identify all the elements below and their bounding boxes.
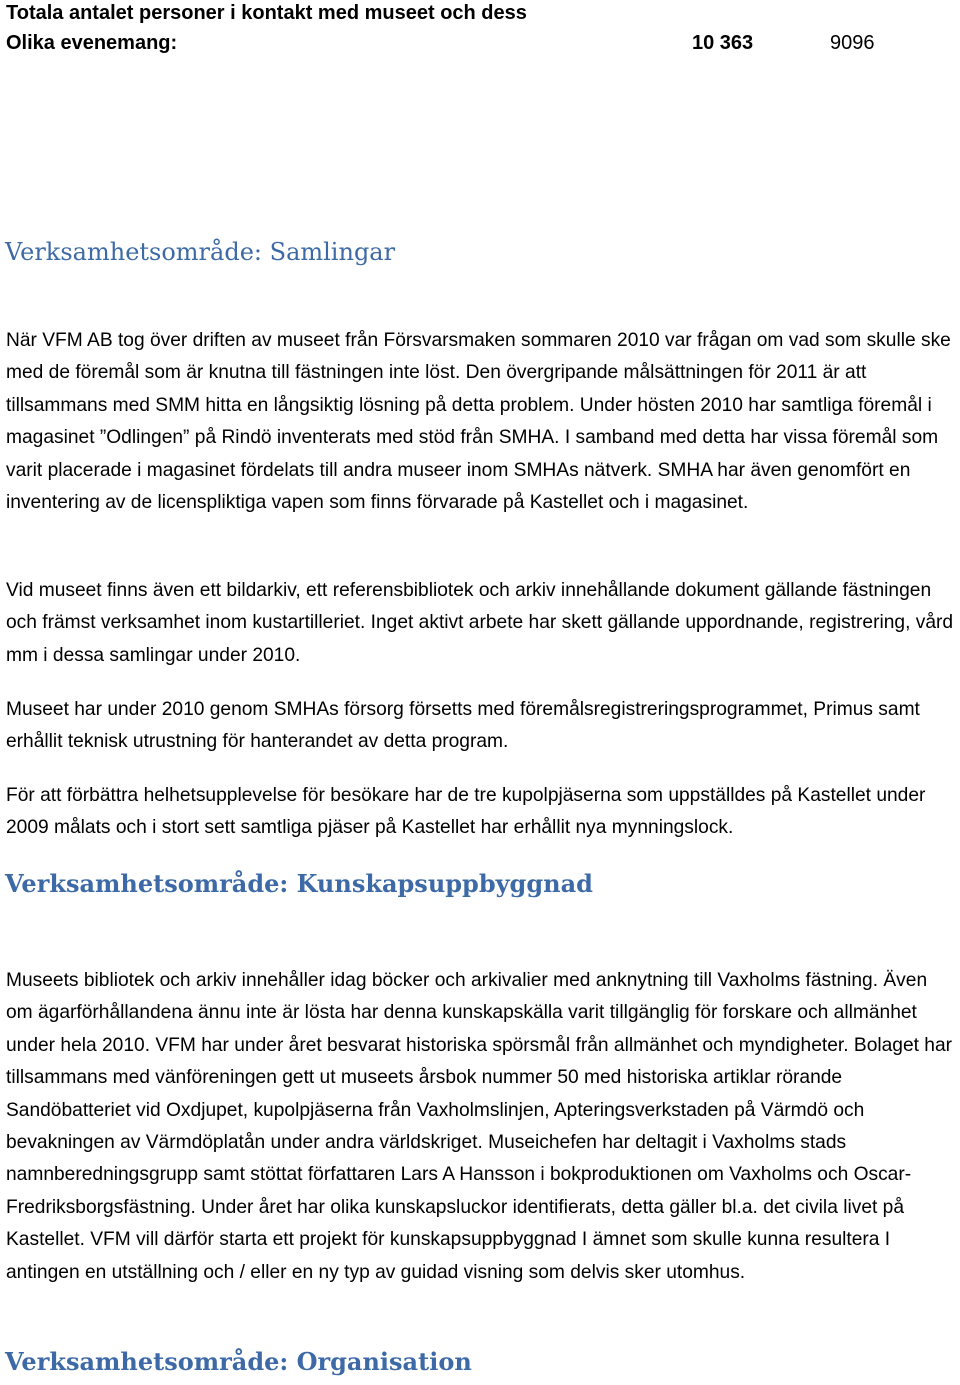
paragraph-samlingar-4: För att förbättra helhetsupplevelse för besökare har de tre kupolpjäserna som uppställdes på Kastellet under 2009 målats och i stort sett samtliga pjäser på Kastellet har erhållit nya mynningslock. — [6, 785, 926, 839]
statistics-description: Totala antalet personer i kontakt med museet och dess — [6, 2, 527, 24]
statistics-line-2 — [6, 28, 956, 58]
statistics-value-2009: 9096 — [830, 32, 875, 54]
statistics-value-2010: 10 363 — [692, 32, 754, 54]
visitor-statistics — [6, 0, 956, 58]
heading-samlingar: Verksamhetsområde: Samlingar — [5, 238, 396, 266]
heading-kunskapsuppbyggnad: Verksamhetsområde: Kunskapsuppbyggnad — [5, 869, 593, 898]
paragraph-kunskapsuppbyggnad-1: Museets bibliotek och arkiv innehåller idag böcker och arkivalier med anknytning till Vaxholms fästning. Även om ägarförhållandena ännu inte är lösta har denna kunskapskälla varit tillgänglig för forskare och allmänhet under hela 2010. VFM har under året besvarat historiska spörsmål från allmänhet och myndigheter. Bolaget har tillsammans med vänföreningen gett ut museets årsbok nummer 50 med historiska artiklar rörande Sandöbatteriet vid Oxdjupet, kupolpjäserna från Vaxholmslinjen, Apteringsverkstaden på Värmdö och bevakningen av Värmdöplatån under andra världskriget. Museichefen har deltagit i Vaxholms stads namnberedningsgrupp samt stöttat författaren Lars A Hansson i bokproduktionen om Vaxholms och Oscar-Fredriksborgsfästning. Under året har olika kunskapsluckor identifierats, detta gäller bl.a. det civila livet på Kastellet. VFM vill därför starta ett projekt för kunskapsuppbyggnad I ämnet som skulle kunna resultera I antingen en utställning och / eller en ny typ av guidad visning som delvis sker utomhus. — [6, 970, 953, 1283]
paragraph-samlingar-2: Vid museet finns även ett bildarkiv, ett referensbibliotek och arkiv innehållande dokument gällande fästningen och främst verksamhet inom kustartilleriet. Inget aktivt arbete har skett gällande uppordnande, registrering, vård mm i dessa samlingar under 2010. — [6, 580, 954, 666]
statistics-line-1 — [6, 0, 956, 28]
heading-organisation: Verksamhetsområde: Organisation — [5, 1347, 472, 1376]
statistics-label: Olika evenemang: — [6, 32, 178, 54]
paragraph-samlingar-1: När VFM AB tog över driften av museet från Försvarsmaken sommaren 2010 var frågan om vad som skulle ske med de föremål som är knutna till fästningen inte löst. Den övergripande målsättningen för 2011 är att tillsammans med SMM hitta en långsiktig lösning på detta problem. Under hösten 2010 har samtliga föremål i magasinet ”Odlingen” på Rindö inventerats med stöd från SMHA. I samband med detta har vissa föremål som varit placerade i magasinet fördelats till andra museer inom SMHAs nätverk. SMHA har även genomfört en inventering av de licenspliktiga vapen som finns förvarade på Kastellet och i magasinet. — [6, 330, 951, 514]
paragraph-samlingar-3: Museet har under 2010 genom SMHAs försorg försetts med föremålsregistreringsprogrammet, Primus samt erhållit teknisk utrustning för hanterandet av detta program. — [6, 699, 920, 753]
